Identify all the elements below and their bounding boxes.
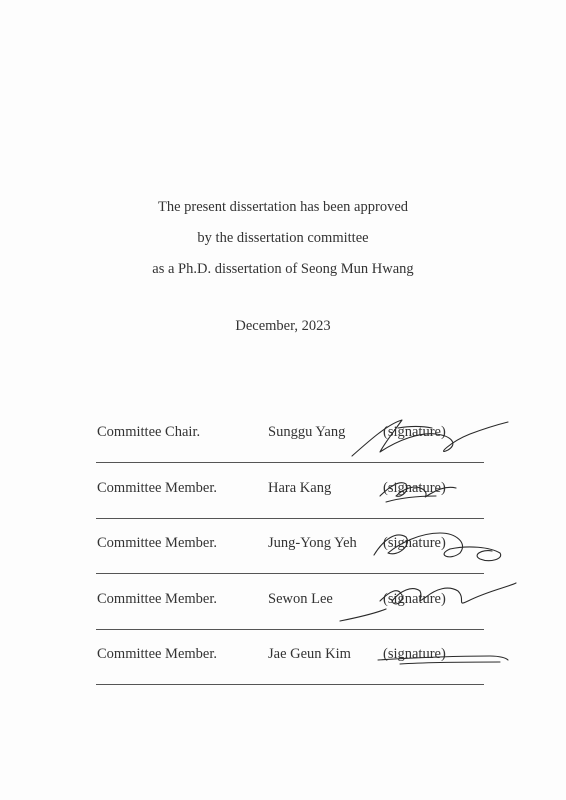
committee-role: Committee Member. xyxy=(97,535,218,551)
committee-member-name: Hara Kang xyxy=(268,480,332,496)
committee-row-member-4 xyxy=(0,646,566,702)
handwritten-signature xyxy=(340,577,520,633)
handwritten-signature xyxy=(340,410,520,466)
committee-role: Committee Member. xyxy=(97,646,218,662)
signature-rule xyxy=(96,518,484,519)
committee-role: Committee Member. xyxy=(97,480,218,496)
handwritten-signature xyxy=(340,466,520,522)
signature-rule xyxy=(96,629,484,630)
handwritten-signature xyxy=(340,632,520,688)
committee-member-name: Sewon Lee xyxy=(268,591,333,607)
committee-role: Committee Member. xyxy=(97,591,218,607)
handwritten-signature xyxy=(340,521,520,577)
signature-rule xyxy=(96,684,484,685)
approval-statement-line-2: by the dissertation committee xyxy=(197,230,369,246)
signature-rule xyxy=(96,462,484,463)
committee-member-name: Jae Geun Kim xyxy=(268,646,351,662)
signature-label: (signature) xyxy=(383,480,446,496)
committee-role: Committee Chair. xyxy=(97,424,201,440)
signature-label: (signature) xyxy=(383,646,446,662)
signature-label: (signature) xyxy=(383,424,446,440)
signature-label: (signature) xyxy=(383,535,446,551)
approval-statement-line-1: The present dissertation has been approved xyxy=(157,199,409,215)
committee-member-name: Sunggu Yang xyxy=(268,424,346,440)
signature-label: (signature) xyxy=(383,591,446,607)
committee-member-name: Jung-Yong Yeh xyxy=(268,535,357,551)
approval-statement-line-3: as a Ph.D. dissertation of Seong Mun Hwang xyxy=(152,261,414,277)
signature-rule xyxy=(96,573,484,574)
approval-date: December, 2023 xyxy=(235,318,331,334)
